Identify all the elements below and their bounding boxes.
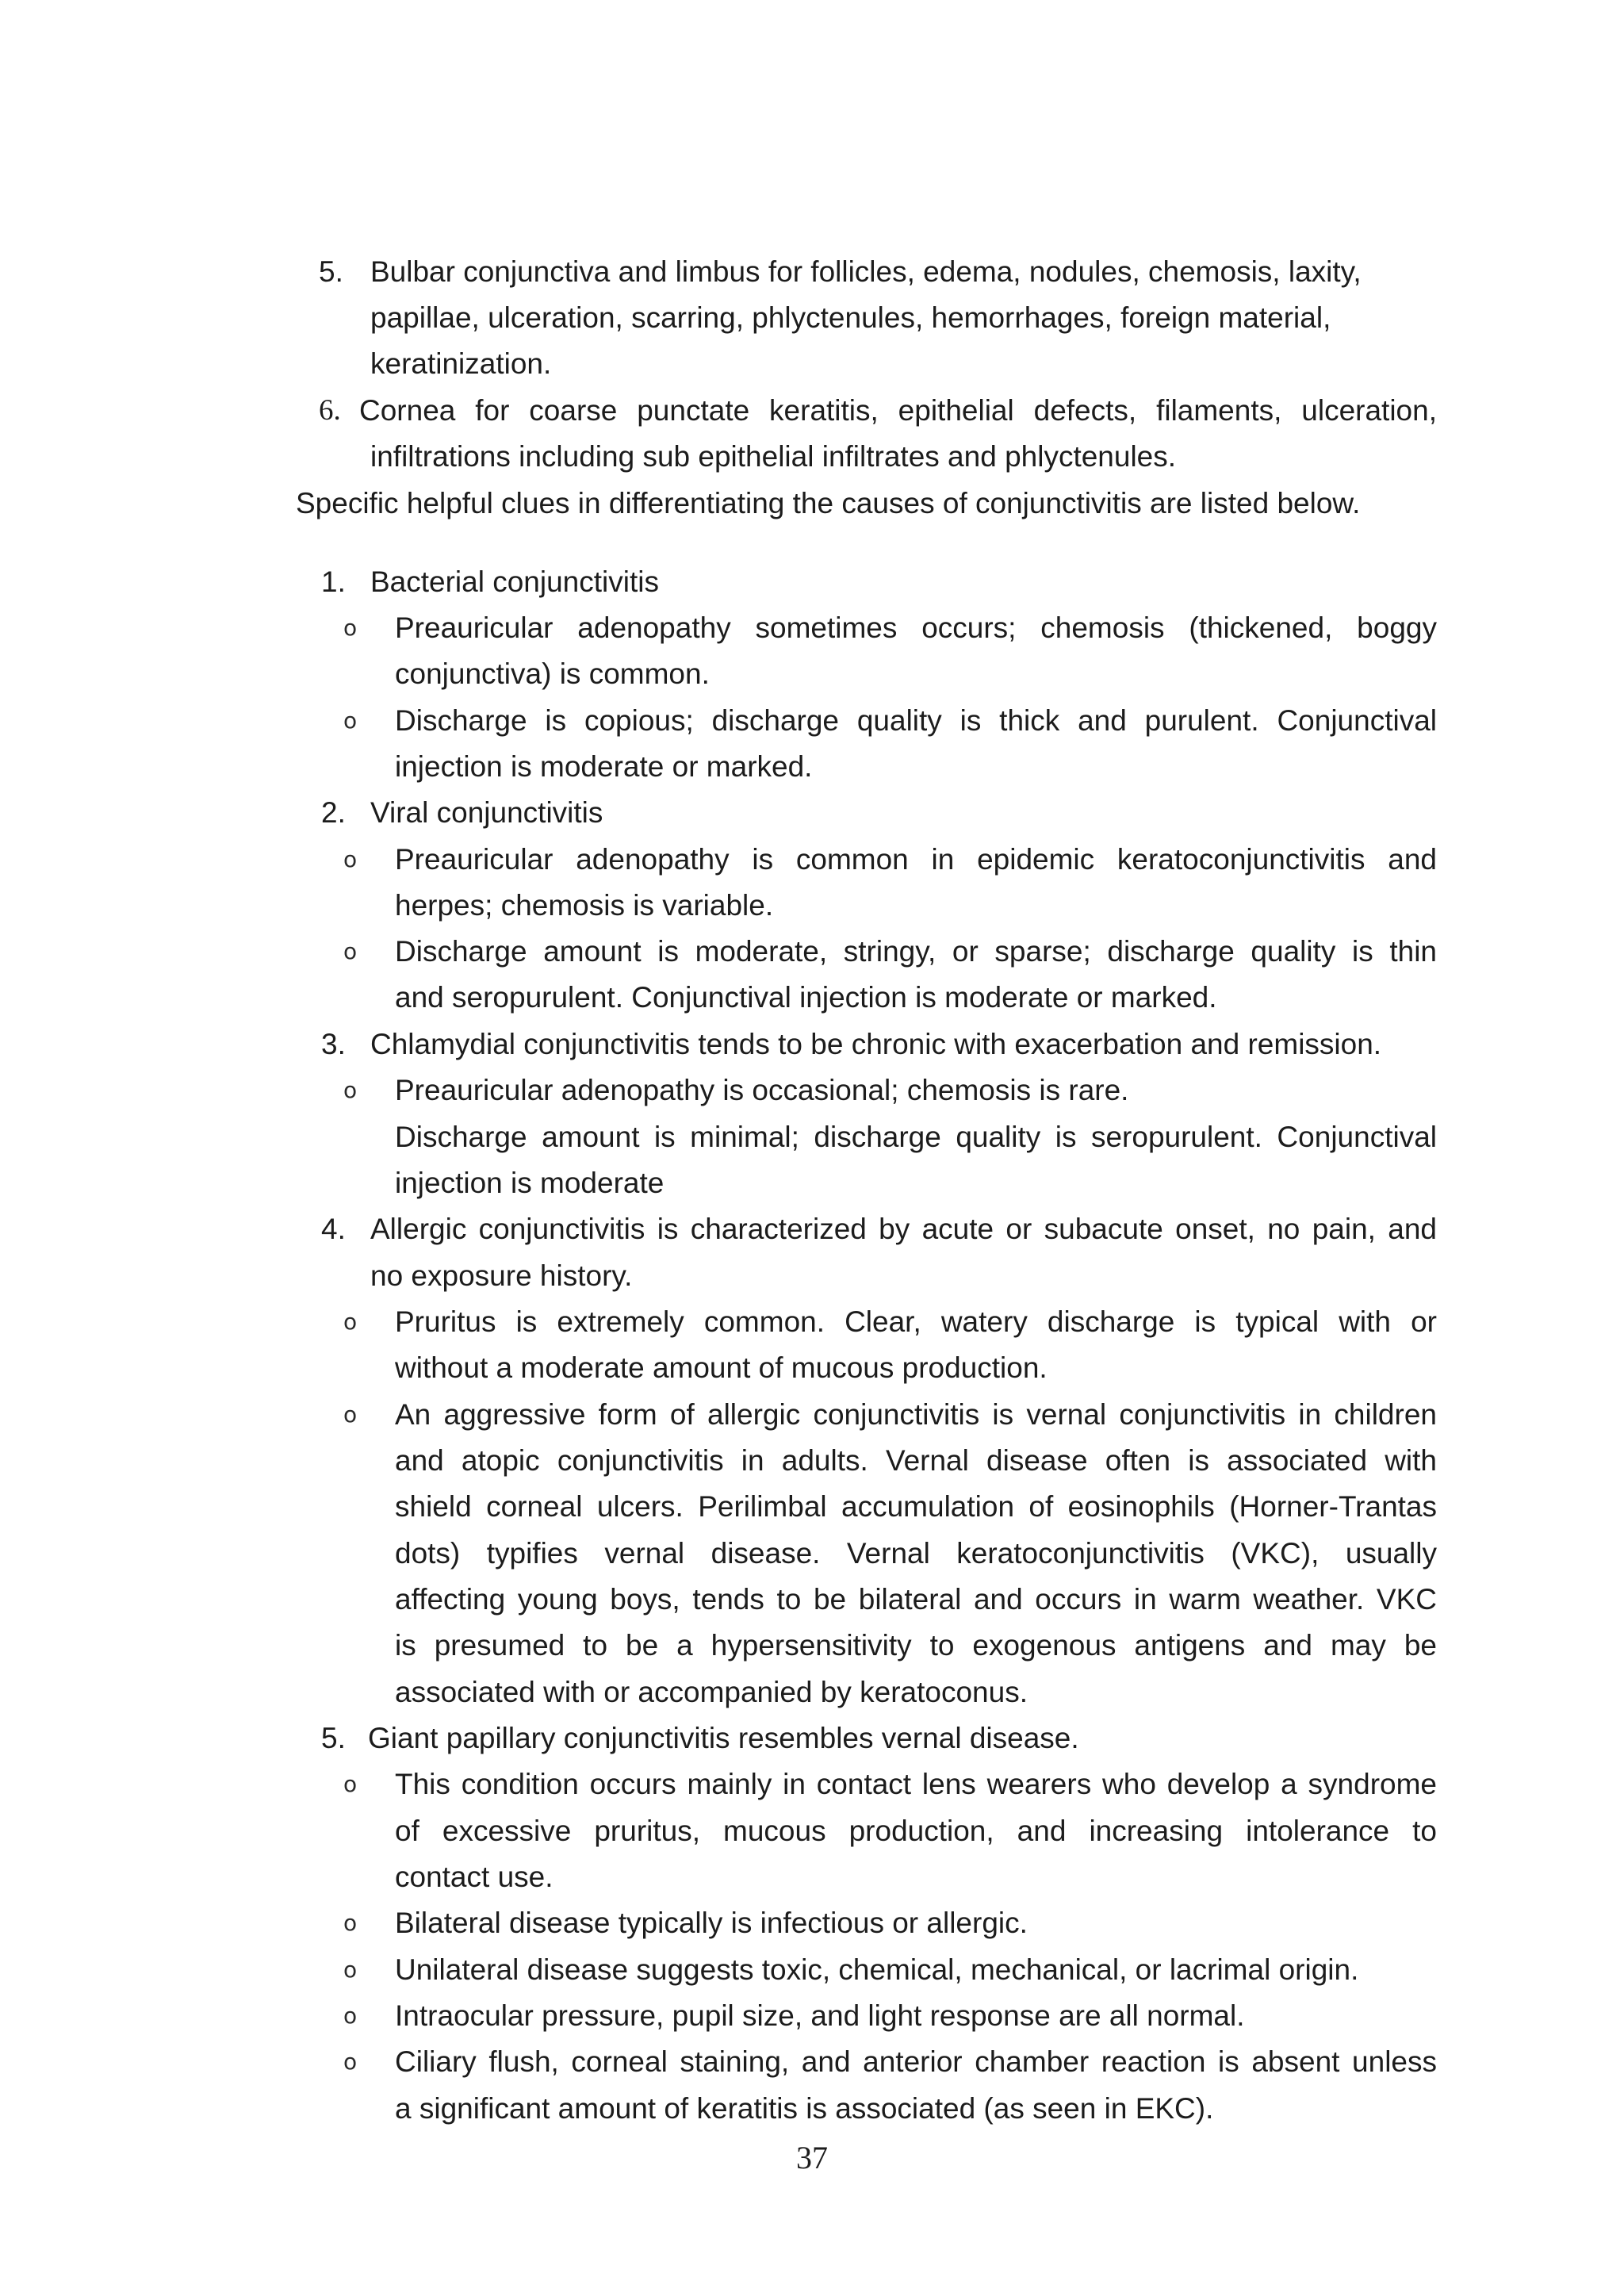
chlamydial-point-2-line-1: Discharge amount is minimal; discharge quality is seropurulent. Conjunctival	[395, 1121, 1437, 1153]
allergic-point-2-line-4: dots) typifies vernal disease. Vernal keratoconjunctivitis (VKC), usually	[395, 1537, 1437, 1570]
cause-marker-3: 3.	[321, 1028, 346, 1060]
item-6-line-2: infiltrations including sub epithelial infiltrates and phlyctenules.	[370, 440, 1177, 473]
item-marker-5: 5.	[319, 255, 343, 288]
gpc-point-3-line-1: Unilateral disease suggests toxic, chemical, mechanical, or lacrimal origin.	[395, 1953, 1359, 1986]
cause-marker-2: 2.	[321, 796, 346, 829]
cause-marker-1: 1.	[321, 565, 346, 598]
cause-heading-bacterial: Bacterial conjunctivitis	[370, 565, 659, 598]
gpc-point-2-line-1: Bilateral disease typically is infectious or allergic.	[395, 1907, 1028, 1939]
bullet-icon: o	[343, 1957, 358, 1983]
bullet-icon: o	[343, 1401, 358, 1428]
intro-sentence: Specific helpful clues in differentiating the causes of conjunctivitis are listed below.	[296, 487, 1361, 519]
cause-heading-giant-papillary: Giant papillary conjunctivitis resembles vernal disease.	[368, 1722, 1079, 1754]
allergic-point-2-line-6: is presumed to be a hypersensitivity to exogenous antigens and may be	[395, 1629, 1437, 1662]
allergic-point-2-line-5: affecting young boys, tends to be bilateral and occurs in warm weather. VKC	[395, 1583, 1437, 1616]
chlamydial-point-2-line-2: injection is moderate	[395, 1167, 665, 1199]
allergic-point-1-line-1: Pruritus is extremely common. Clear, watery discharge is typical with or	[395, 1305, 1437, 1338]
item-marker-6: 6.	[319, 394, 341, 427]
bullet-icon: o	[343, 1910, 358, 1936]
gpc-point-1-line-1: This condition occurs mainly in contact lens wearers who develop a syndrome	[395, 1768, 1437, 1800]
gpc-point-1-line-3: contact use.	[395, 1861, 553, 1893]
allergic-point-2-line-2: and atopic conjunctivitis in adults. Vernal disease often is associated with	[395, 1444, 1437, 1477]
cause-heading-allergic-line-2: no exposure history.	[370, 1259, 633, 1292]
gpc-point-5-line-2: a significant amount of keratitis is associated (as seen in EKC).	[395, 2092, 1214, 2125]
bacterial-point-2-line-2: injection is moderate or marked.	[395, 750, 813, 783]
bullet-icon: o	[343, 1771, 358, 1797]
bullet-icon: o	[343, 615, 358, 641]
gpc-point-1-line-2: of excessive pruritus, mucous production, and increasing intolerance to	[395, 1815, 1437, 1847]
cause-marker-4: 4.	[321, 1213, 346, 1245]
cause-heading-viral: Viral conjunctivitis	[370, 796, 603, 829]
allergic-point-2-line-1: An aggressive form of allergic conjunctivitis is vernal conjunctivitis in children	[395, 1398, 1437, 1431]
bacterial-point-1-line-1: Preauricular adenopathy sometimes occurs; chemosis (thickened, boggy	[395, 611, 1437, 644]
cause-marker-5: 5.	[321, 1722, 346, 1754]
cause-heading-chlamydial: Chlamydial conjunctivitis tends to be chronic with exacerbation and remission.	[370, 1028, 1382, 1060]
cause-heading-allergic-line-1: Allergic conjunctivitis is characterized by acute or subacute onset, no pain, and	[370, 1213, 1437, 1245]
bullet-icon: o	[343, 1309, 358, 1335]
item-5-line-3: keratinization.	[370, 347, 552, 380]
bullet-icon: o	[343, 2003, 358, 2029]
chlamydial-point-1-line-1: Preauricular adenopathy is occasional; chemosis is rare.	[395, 1074, 1129, 1106]
bullet-icon: o	[343, 846, 358, 872]
bullet-icon: o	[343, 938, 358, 964]
gpc-point-4-line-1: Intraocular pressure, pupil size, and light response are all normal.	[395, 1999, 1245, 2032]
viral-point-1-line-2: herpes; chemosis is variable.	[395, 889, 774, 922]
viral-point-1-line-1: Preauricular adenopathy is common in epidemic keratoconjunctivitis and	[395, 843, 1437, 876]
item-5-line-2: papillae, ulceration, scarring, phlyctenules, hemorrhages, foreign material,	[370, 301, 1331, 334]
viral-point-2-line-2: and seropurulent. Conjunctival injection is moderate or marked.	[395, 981, 1217, 1014]
viral-point-2-line-1: Discharge amount is moderate, stringy, or sparse; discharge quality is thin	[395, 935, 1437, 968]
page-number: 37	[796, 2140, 828, 2175]
bacterial-point-1-line-2: conjunctiva) is common.	[395, 657, 710, 690]
allergic-point-2-line-7: associated with or accompanied by keratoconus.	[395, 1676, 1028, 1708]
gpc-point-5-line-1: Ciliary flush, corneal staining, and anterior chamber reaction is absent unless	[395, 2045, 1437, 2078]
bullet-icon: o	[343, 707, 358, 734]
item-6-line-1: Cornea for coarse punctate keratitis, epithelial defects, filaments, ulceration,	[359, 394, 1437, 427]
bullet-icon: o	[343, 2049, 358, 2075]
allergic-point-2-line-3: shield corneal ulcers. Perilimbal accumulation of eosinophils (Horner-Trantas	[395, 1490, 1437, 1523]
allergic-point-1-line-2: without a moderate amount of mucous production.	[395, 1351, 1048, 1384]
bullet-icon: o	[343, 1077, 358, 1103]
item-5-line-1: Bulbar conjunctiva and limbus for follicles, edema, nodules, chemosis, laxity,	[370, 255, 1362, 288]
bacterial-point-2-line-1: Discharge is copious; discharge quality is thick and purulent. Conjunctival	[395, 704, 1437, 737]
